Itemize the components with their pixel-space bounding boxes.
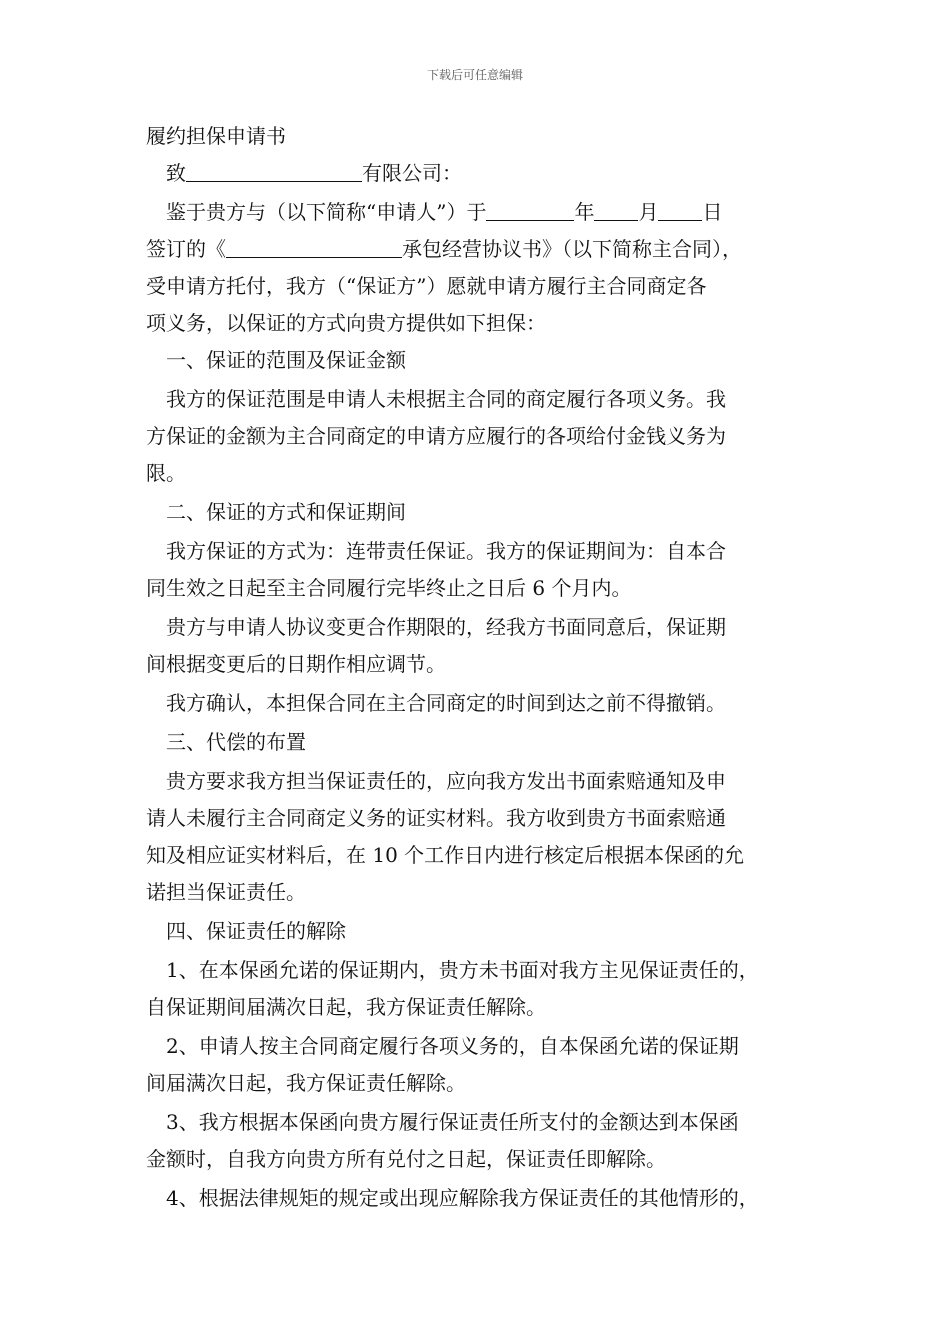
section-4-item-1-line-1: 1、在本保函允诺的保证期内，贵方未书面对我方主见保证责任的， <box>166 958 759 982</box>
section-2-title: 二、保证的方式和保证期间 <box>166 500 406 524</box>
year-blank <box>486 198 574 221</box>
section-2-para-2-line-1: 贵方与申请人协议变更合作期限的，经我方书面同意后，保证期 <box>166 615 726 639</box>
section-4-item-2-line-2: 间届满次日起，我方保证责任解除。 <box>146 1071 466 1095</box>
section-2-para-1-line-2: 同生效之日起至主合同履行完毕终止之日后 6 个月内。 <box>146 576 632 600</box>
day-label: 日 <box>702 200 723 224</box>
section-2-para-3: 我方确认，本担保合同在主合同商定的时间到达之前不得撤销。 <box>166 691 726 715</box>
section-4-item-3-line-1: 3、我方根据本保函向贵方履行保证责任所支付的金额达到本保函 <box>166 1110 739 1134</box>
section-2-para-2-line-2: 间根据变更后的日期作相应调节。 <box>146 652 446 676</box>
month-blank <box>594 198 638 221</box>
month-label: 月 <box>638 200 659 224</box>
agreement-name-blank <box>226 235 402 258</box>
intro-line-4: 项义务，以保证的方式向贵方提供如下担保： <box>146 311 546 335</box>
year-label: 年 <box>574 200 595 224</box>
section-3-line-4: 诺担当保证责任。 <box>146 880 306 904</box>
section-1-title: 一、保证的范围及保证金额 <box>166 348 406 372</box>
intro-text-2a: 签订的《 <box>146 237 226 261</box>
day-blank <box>658 198 702 221</box>
section-4-item-3-line-2: 金额时，自我方向贵方所有兑付之日起，保证责任即解除。 <box>146 1147 666 1171</box>
intro-text-2b: 承包经营协议书》（以下简称主合同）， <box>402 237 742 261</box>
addressee-line <box>146 155 818 192</box>
intro-text-1: 鉴于贵方与（以下简称“申请人”）于 <box>166 200 487 224</box>
section-4-title: 四、保证责任的解除 <box>166 919 346 943</box>
intro-line-1 <box>146 194 818 231</box>
company-name-blank <box>186 159 362 182</box>
section-4-item-4-line-1: 4、根据法律规矩的规定或出现应解除我方保证责任的其他情形的， <box>166 1186 759 1210</box>
section-1-line-2: 方保证的金额为主合同商定的申请方应履行的各项给付金钱义务为 <box>146 424 726 448</box>
section-3-line-1: 贵方要求我方担当保证责任的，应向我方发出书面索赔通知及申 <box>166 769 726 793</box>
section-4-item-2-line-1: 2、申请人按主合同商定履行各项义务的，自本保函允诺的保证期 <box>166 1034 739 1058</box>
section-4-item-1-line-2: 自保证期间届满次日起，我方保证责任解除。 <box>146 995 546 1019</box>
document-title: 履约担保申请书 <box>146 124 286 148</box>
section-3-line-2: 请人未履行主合同商定义务的证实材料。我方收到贵方书面索赔通 <box>146 806 726 830</box>
addressee-suffix: 有限公司： <box>362 161 462 185</box>
section-3-line-3: 知及相应证实材料后，在 10 个工作日内进行核定后根据本保函的允 <box>146 843 745 867</box>
intro-line-2 <box>146 231 818 268</box>
document-body <box>146 118 818 1217</box>
intro-line-3: 受申请方托付，我方（“保证方”）愿就申请方履行主合同商定各 <box>146 274 707 298</box>
page-header: 下载后可任意编辑 <box>426 68 523 82</box>
section-2-para-1-line-1: 我方保证的方式为：连带责任保证。我方的保证期间为：自本合 <box>166 539 726 563</box>
addressee-prefix: 致 <box>166 161 186 185</box>
section-1-line-1: 我方的保证范围是申请人未根据主合同的商定履行各项义务。我 <box>166 387 726 411</box>
section-1-line-3: 限。 <box>146 461 186 485</box>
section-3-title: 三、代偿的布置 <box>166 730 306 754</box>
